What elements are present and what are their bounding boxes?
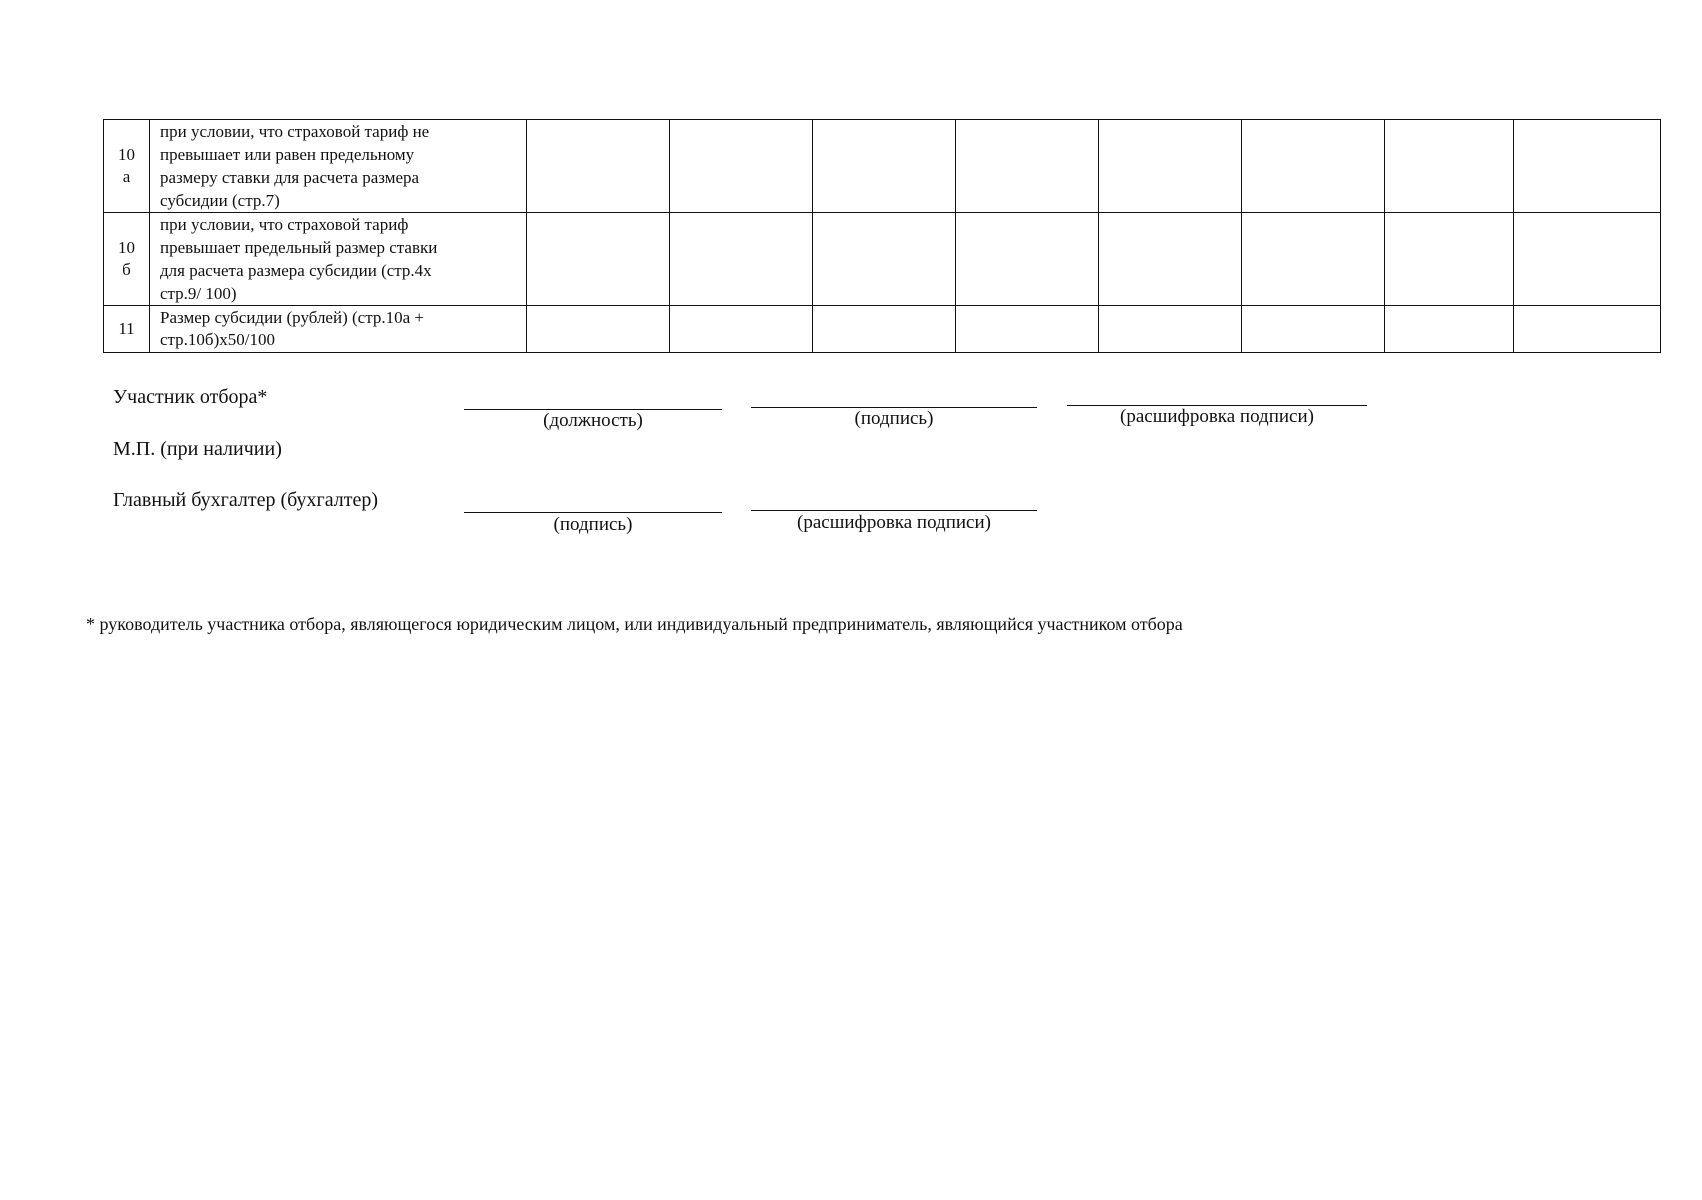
row-number-top: 11	[118, 319, 135, 338]
stamp-label: М.П. (при наличии)	[113, 438, 282, 460]
accountant-decoding-line	[751, 510, 1037, 511]
row-number-top: 10	[118, 145, 135, 164]
row-description-cell	[150, 306, 527, 353]
value-cell	[813, 120, 956, 213]
value-cell	[956, 306, 1099, 353]
table-row-10a	[104, 120, 1661, 213]
value-cell	[527, 120, 670, 213]
table-row-10b	[104, 213, 1661, 306]
value-cell	[670, 213, 813, 306]
value-cell	[670, 306, 813, 353]
value-cell	[1514, 213, 1661, 306]
description-line: субсидии (стр.7)	[160, 191, 280, 210]
subsidy-calculation-table	[103, 119, 1661, 353]
table-row-11	[104, 306, 1661, 353]
value-cell	[1099, 306, 1242, 353]
value-cell	[527, 306, 670, 353]
value-cell	[1385, 120, 1514, 213]
row-description-cell	[150, 120, 527, 213]
value-cell	[527, 213, 670, 306]
position-caption: (должность)	[543, 410, 643, 431]
description-line: при условии, что страховой тариф	[160, 215, 409, 234]
row-number-cell	[104, 306, 150, 353]
description-line: при условии, что страховой тариф не	[160, 122, 430, 141]
row-number-bottom: б	[122, 260, 131, 279]
value-cell	[1242, 213, 1385, 306]
value-cell	[1514, 306, 1661, 353]
row-number-bottom: а	[122, 167, 131, 186]
row-number-cell	[104, 120, 150, 213]
value-cell	[670, 120, 813, 213]
accountant-decoding-caption: (расшифровка подписи)	[797, 512, 991, 533]
value-cell	[1514, 120, 1661, 213]
row-number-top: 10	[118, 238, 135, 257]
value-cell	[813, 213, 956, 306]
accountant-signature-line	[464, 512, 722, 513]
value-cell	[1099, 120, 1242, 213]
row-number-cell	[104, 213, 150, 306]
row-description-cell	[150, 213, 527, 306]
description-line: превышает предельный размер ставки	[160, 238, 438, 257]
value-cell	[813, 306, 956, 353]
decoding-caption: (расшифровка подписи)	[1120, 406, 1314, 427]
participant-label: Участник отбора*	[113, 386, 268, 408]
value-cell	[1242, 306, 1385, 353]
accountant-signature-caption: (подпись)	[553, 514, 633, 535]
accountant-label: Главный бухгалтер (бухгалтер)	[113, 489, 379, 511]
value-cell	[1099, 213, 1242, 306]
description-line: размеру ставки для расчета размера	[160, 168, 420, 187]
description-line: для расчета размера субсидии (стр.4х	[160, 261, 432, 280]
value-cell	[1385, 306, 1514, 353]
value-cell	[1385, 213, 1514, 306]
value-cell	[1242, 120, 1385, 213]
value-cell	[956, 120, 1099, 213]
description-line: Размер субсидии (рублей) (стр.10а +	[160, 308, 424, 327]
value-cell	[956, 213, 1099, 306]
footnote: * руководитель участника отбора, являющегося юридическим лицом, или индивидуальный предприниматель, являющийся участником отбора	[86, 614, 1183, 634]
signature-caption: (подпись)	[854, 408, 934, 429]
description-line: стр.9/ 100)	[160, 284, 237, 303]
description-line: стр.10б)х50/100	[160, 330, 275, 349]
description-line: превышает или равен предельному	[160, 145, 415, 164]
